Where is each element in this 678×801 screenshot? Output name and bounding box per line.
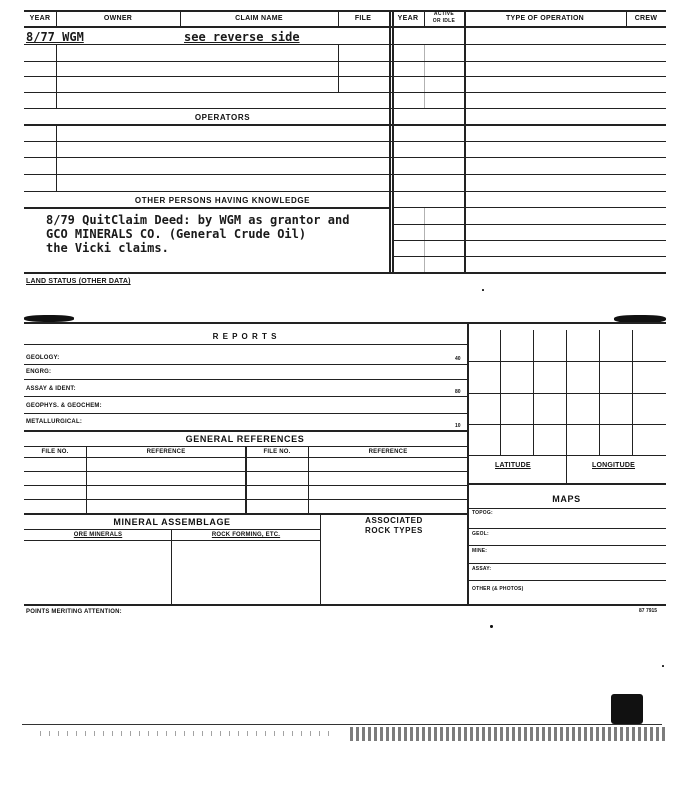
report-assay-label: ASSAY & IDENT: — [26, 386, 76, 392]
rock-types-label: ROCK TYPES — [364, 526, 423, 535]
ref-header-reference-2: REFERENCE — [368, 449, 408, 455]
maps-geol-label: GEOL: — [472, 531, 489, 537]
report-assay-number: 80 — [455, 389, 461, 395]
claim-entry-claim-name: see reverse side — [184, 30, 300, 44]
ref-header-file-no-1: FILE NO. — [41, 449, 69, 455]
maps-topog-label: TOPOG: — [472, 510, 493, 516]
land-status-label: LAND STATUS (OTHER DATA) — [26, 278, 131, 285]
ops-header-type-of-operation: TYPE OF OPERATION — [505, 15, 585, 22]
report-metallurgical-number: 10 — [455, 423, 461, 429]
report-geophys-label: GEOPHYS. & GEOCHEM: — [26, 403, 102, 409]
maps-mine-label: MINE: — [472, 548, 488, 554]
ref-header-reference-1: REFERENCE — [146, 449, 186, 455]
maps-title: MAPS — [552, 494, 581, 504]
form-number: 87 7915 — [639, 608, 658, 614]
ref-header-file-no-2: FILE NO. — [263, 449, 291, 455]
header-year: YEAR — [29, 15, 51, 22]
other-persons-line-1: 8/79 QuitClaim Deed: by WGM as grantor and — [46, 213, 350, 227]
points-meriting-label: POINTS MERITING ATTENTION: — [26, 609, 122, 615]
ops-header-idle: OR IDLE — [432, 18, 456, 24]
report-geology-number: 40 — [455, 356, 461, 362]
latitude-label: LATITUDE — [495, 462, 531, 469]
claim-entry-year-owner: 8/77 WGM — [26, 30, 84, 44]
other-persons-line-2: GCO MINERALS CO. (General Crude Oil) — [46, 227, 307, 241]
ops-header-crew: CREW — [634, 15, 658, 22]
header-file: FILE — [354, 15, 372, 22]
reports-title: R E P O R T S — [212, 332, 278, 341]
general-references-title: GENERAL REFERENCES — [185, 434, 305, 444]
report-metallurgical-label: METALLURGICAL: — [26, 419, 83, 425]
rock-forming-label: ROCK FORMING, ETC. — [211, 532, 281, 538]
ops-header-year: YEAR — [397, 15, 419, 22]
other-persons-line-3: the Vicki claims. — [46, 241, 169, 255]
header-claim-name: CLAIM NAME — [235, 15, 283, 22]
mineral-assemblage-title: MINERAL ASSEMBLAGE — [113, 517, 231, 527]
ops-header-active: ACTIVE — [433, 11, 455, 17]
maps-other-label: OTHER (& PHOTOS) — [472, 586, 524, 592]
header-owner: OWNER — [103, 15, 133, 22]
report-geology-label: GEOLOGY: — [26, 355, 60, 361]
maps-assay-label: ASSAY: — [472, 566, 492, 572]
operators-label: OPERATORS — [194, 113, 251, 122]
other-persons-label: OTHER PERSONS HAVING KNOWLEDGE — [134, 196, 311, 205]
associated-label: ASSOCIATED — [365, 516, 423, 525]
longitude-label: LONGITUDE — [592, 462, 636, 469]
ore-minerals-label: ORE MINERALS — [73, 532, 123, 538]
report-engrg-label: ENGRG: — [26, 369, 52, 375]
